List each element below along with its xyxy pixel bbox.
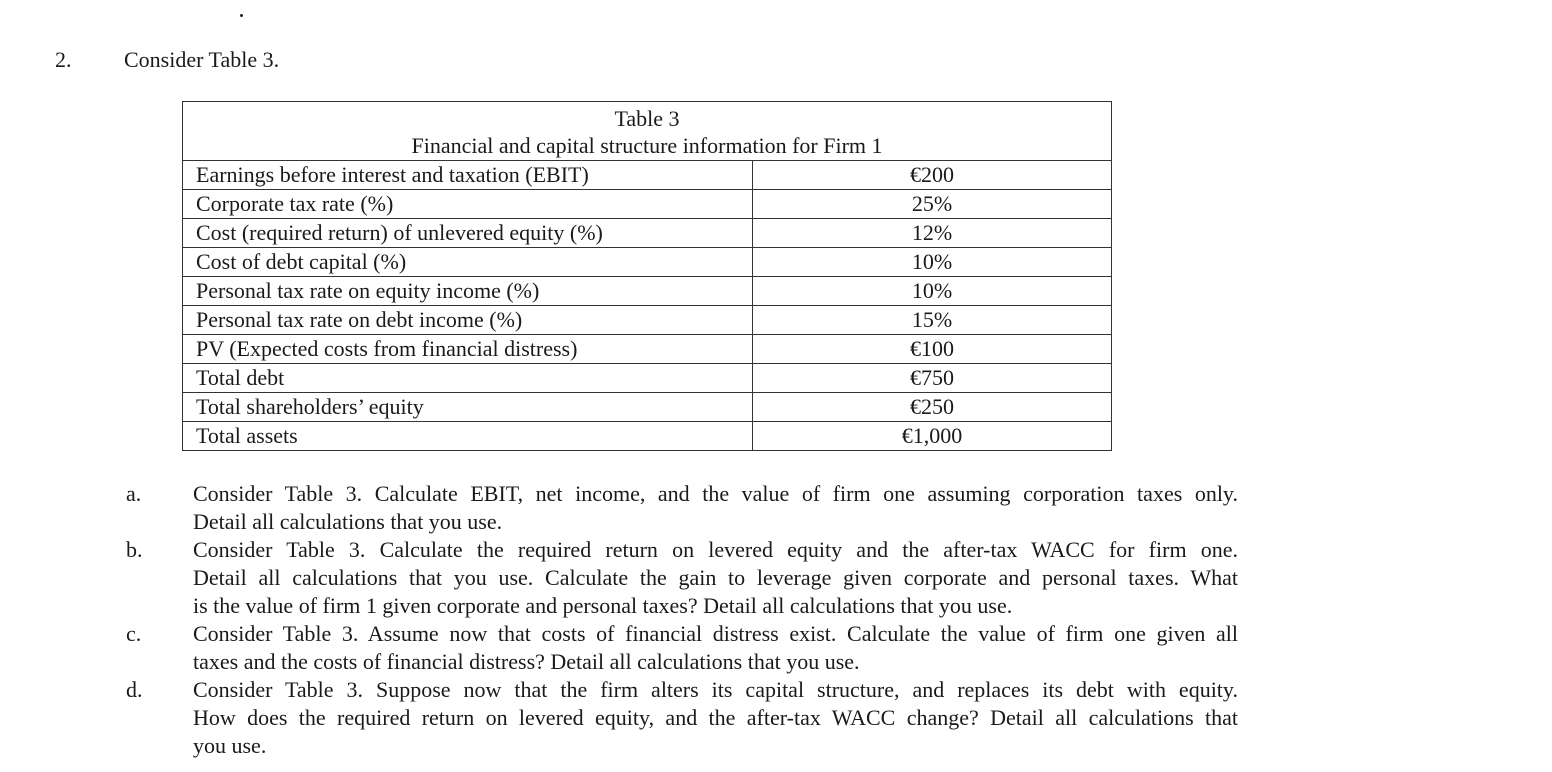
part-text-line: taxes and the costs of financial distress? Detail all calculations that you use. [193,649,860,674]
question-title: Consider Table 3. [124,47,280,72]
part-text-line: you use. [193,733,267,758]
table-row [183,161,1112,190]
table-caption-row [183,102,1112,161]
row-value: 12% [753,219,1112,248]
table-row [183,364,1112,393]
row-value: 10% [753,248,1112,277]
part-text-line: Consider Table 3. Suppose now that the firm alters its capital structure, and replaces its debt with equity. [193,677,1238,702]
question-number: 2. [55,47,72,72]
table-row [183,248,1112,277]
row-label: Total assets [183,422,753,451]
table-row [183,335,1112,364]
part-text-line: Consider Table 3. Assume now that costs of financial distress exist. Calculate the value of firm one given all [193,621,1238,646]
row-value: 15% [753,306,1112,335]
table-row [183,219,1112,248]
row-label: PV (Expected costs from financial distress) [183,335,753,364]
part-text [193,536,1238,620]
table-body [183,161,1112,451]
table-row [183,190,1112,219]
row-label: Cost (required return) of unlevered equity (%) [183,219,753,248]
row-value: €1,000 [753,422,1112,451]
part-text [193,676,1238,760]
table-row [183,422,1112,451]
row-label: Total debt [183,364,753,393]
stray-dot-mark [240,14,243,17]
row-value: €750 [753,364,1112,393]
table-caption-title: Table 3 [614,106,680,131]
part-text-line: How does the required return on levered equity, and the after-tax WACC change? Detail all calculations that [193,705,1238,730]
row-value: 25% [753,190,1112,219]
part-letter: d. [126,677,143,702]
row-label: Corporate tax rate (%) [183,190,753,219]
question-parts [0,480,1552,760]
part-text-line: Consider Table 3. Calculate the required return on levered equity and the after-tax WACC for firm one. [193,537,1238,562]
table-row [183,393,1112,422]
part-text-line: Detail all calculations that you use. [193,509,503,534]
part-letter: b. [126,537,143,562]
part-text-line: is the value of firm 1 given corporate and personal taxes? Detail all calculations that you use. [193,593,1013,618]
row-value: 10% [753,277,1112,306]
part-letter: c. [126,621,142,646]
row-label: Cost of debt capital (%) [183,248,753,277]
part-text [193,480,1238,536]
row-label: Personal tax rate on equity income (%) [183,277,753,306]
table-caption [183,102,1112,161]
question-part [0,620,1552,676]
part-text-line: Detail all calculations that you use. Calculate the gain to leverage given corporate and personal taxes. What [193,565,1238,590]
financial-info-table [182,101,1112,451]
table-caption-subtitle: Financial and capital structure information for Firm 1 [411,133,883,158]
row-label: Total shareholders’ equity [183,393,753,422]
row-label: Personal tax rate on debt income (%) [183,306,753,335]
table-row [183,277,1112,306]
row-value: €200 [753,161,1112,190]
part-letter: a. [126,481,142,506]
row-label: Earnings before interest and taxation (EBIT) [183,161,753,190]
row-value: €250 [753,393,1112,422]
question-part [0,536,1552,620]
part-text-line: Consider Table 3. Calculate EBIT, net income, and the value of firm one assuming corporation taxes only. [193,481,1238,506]
part-text [193,620,1238,676]
row-value: €100 [753,335,1112,364]
table-row [183,306,1112,335]
question-part [0,676,1552,760]
question-part [0,480,1552,536]
